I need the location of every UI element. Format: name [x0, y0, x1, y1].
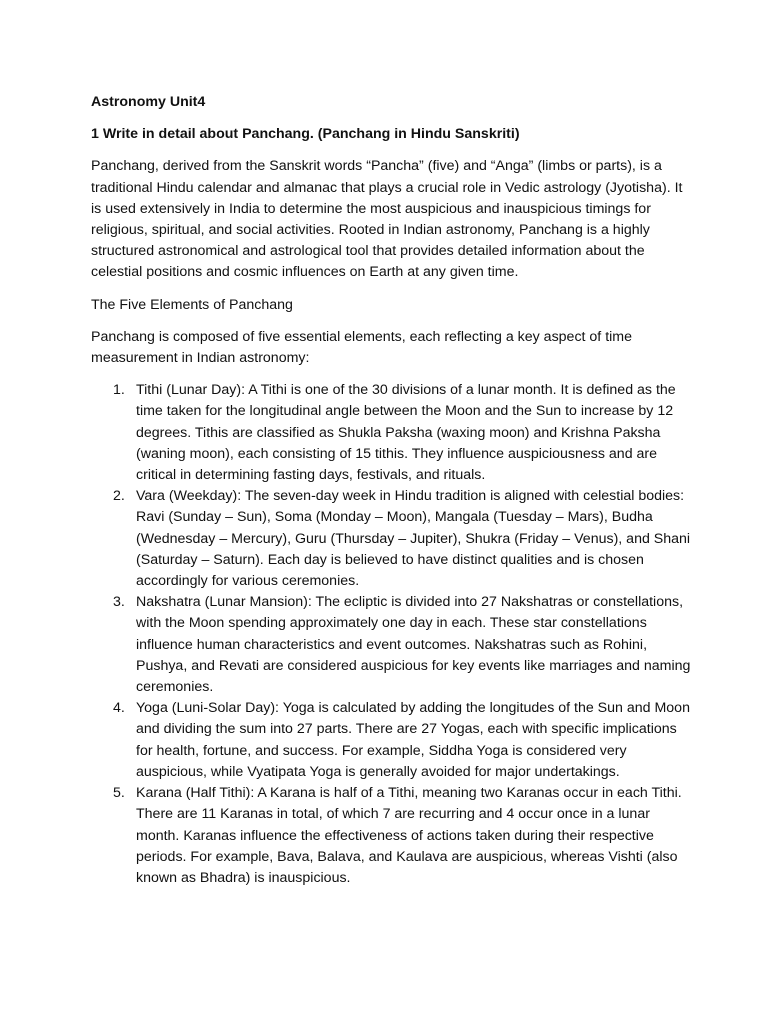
document-page [91, 92, 691, 889]
list-item-number: 2. [113, 488, 125, 505]
list-item-number: 5. [113, 785, 125, 802]
list-item-text: Vara (Weekday): The seven-day week in Hindu tradition is aligned with celestial bodies: Ravi (Sunday – Sun), Soma (Monday – Moon), Mangala (Tuesday – Mars), Budha (Wednesday – Mercury), Guru (Thursday – Jupiter), Shukra (Friday – Venus), and Shani (Saturday – Saturn). Each day is believed to have distinct qualities and is chosen accordingly for various ceremonies. [136, 488, 691, 590]
list-item-text: Yoga (Luni-Solar Day): Yoga is calculated by adding the longitudes of the Sun and Moon and dividing the sum into 27 parts. There are 27 Yogas, each with specific implications for health, fortune, and success. For example, Siddha Yoga is considered very auspicious, while Vyatipata Yoga is generally avoided for major undertakings. [136, 700, 690, 780]
list-item [91, 592, 691, 698]
section-title: The Five Elements of Panchang [91, 296, 293, 313]
list-item-text: Nakshatra (Lunar Mansion): The ecliptic is divided into 27 Nakshatras or constellations, with the Moon spending approximately one day in each. These star constellations influence human characteristics and event outcomes. Nakshatras such as Rohini, Pushya, and Revati are considered auspicious for key events like marriages and naming ceremonies. [136, 594, 691, 696]
question-heading: 1 Write in detail about Panchang. (Panchang in Hindu Sanskriti) [91, 126, 520, 143]
list-item [91, 380, 691, 486]
five-elements-list [91, 380, 691, 889]
intro-paragraph: Panchang, derived from the Sanskrit words “Pancha” (five) and “Anga” (limbs or parts), is a traditional Hindu calendar and almanac that plays a crucial role in Vedic astrology (Jyotisha). It is used extensively in India to determine the most auspicious and inauspicious timings for religious, spiritual, and social activities. Rooted in Indian astronomy, Panchang is a highly structured astronomical and astrological tool that provides detailed information about the celestial positions and cosmic influences on Earth at any given time. [91, 158, 683, 281]
section-intro-paragraph: Panchang is composed of five essential elements, each reflecting a key aspect of time measurement in Indian astronomy: [91, 328, 632, 367]
list-item [91, 783, 691, 889]
list-item-number: 1. [113, 382, 125, 399]
list-item [91, 486, 691, 592]
list-item-number: 4. [113, 700, 125, 717]
list-item-number: 3. [113, 594, 125, 611]
unit-title: Astronomy Unit4 [91, 94, 206, 110]
list-item-text: Tithi (Lunar Day): A Tithi is one of the 30 divisions of a lunar month. It is defined as the time taken for the longitudinal angle between the Moon and the Sun to increase by 12 degrees. Tithis are classified as Shukla Paksha (waxing moon) and Krishna Paksha (waning moon), each consisting of 15 tithis. They influence auspiciousness and are critical in determining fasting days, festivals, and rituals. [136, 382, 676, 484]
list-item-text: Karana (Half Tithi): A Karana is half of a Tithi, meaning two Karanas occur in each Tithi. There are 11 Karanas in total, of which 7 are recurring and 4 occur once in a lunar month. Karanas influence the effectiveness of actions taken during their respective periods. For example, Bava, Balava, and Kaulava are auspicious, whereas Vishti (also known as Bhadra) is inauspicious. [136, 785, 682, 886]
list-item [91, 698, 691, 783]
